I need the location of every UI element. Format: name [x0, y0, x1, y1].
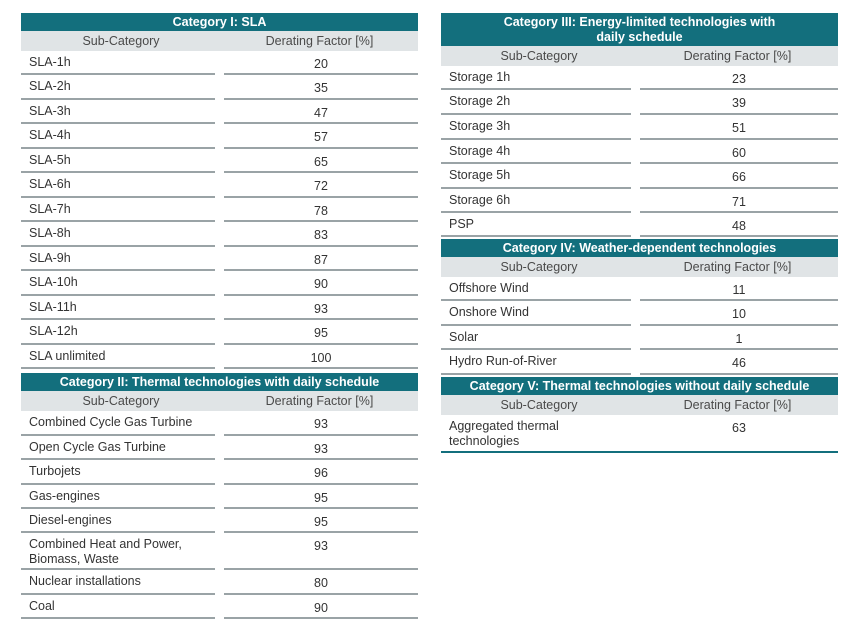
- derating-value-cell: 39: [732, 96, 746, 110]
- table-row: [21, 320, 418, 345]
- subcategory-cell: SLA-11h: [29, 300, 77, 314]
- table-row: [21, 570, 418, 595]
- derating-value-cell: 83: [314, 228, 328, 242]
- table-row: [441, 213, 838, 237]
- table-row: [441, 277, 838, 301]
- table-header-row: [21, 31, 418, 51]
- derating-value-cell: 71: [732, 195, 746, 209]
- table-title: Category II: Thermal technologies with daily schedule: [21, 373, 418, 391]
- derating-value-cell: 60: [732, 146, 746, 160]
- subcategory-cell: Diesel-engines: [29, 513, 112, 527]
- derating-value-cell: 95: [314, 326, 328, 340]
- row-divider: [224, 367, 418, 369]
- derating-value-cell: 95: [314, 491, 328, 505]
- derating-value-cell: 72: [314, 179, 328, 193]
- row-divider: [640, 373, 838, 375]
- subcategory-cell: Open Cycle Gas Turbine: [29, 440, 166, 454]
- table-row: [441, 326, 838, 350]
- subcategory-cell: Storage 6h: [449, 193, 511, 207]
- subcategory-cell: SLA-10h: [29, 275, 78, 289]
- subcategory-cell: SLA-9h: [29, 251, 71, 265]
- derating-value-cell: 93: [314, 302, 328, 316]
- row-divider: [441, 235, 631, 237]
- table-header-row: [441, 395, 838, 415]
- table-row: [21, 247, 418, 271]
- subcategory-cell: Coal: [29, 599, 55, 613]
- derating-value-cell: 51: [732, 121, 746, 135]
- table-row: [441, 301, 838, 326]
- table-body: [441, 66, 838, 237]
- subcategory-cell: Onshore Wind: [449, 305, 529, 319]
- subcategory-cell: Solar: [449, 330, 479, 344]
- subcategory-cell: Hydro Run-of-River: [449, 354, 557, 368]
- table-row: [21, 595, 418, 619]
- derating-value-cell: 35: [314, 81, 328, 95]
- subcategory-cell: Storage 1h: [449, 70, 511, 84]
- derating-value-cell: 90: [314, 277, 328, 291]
- subcategory-cell: Storage 2h: [449, 94, 511, 108]
- column-header-derating: Derating Factor [%]: [683, 49, 792, 63]
- table-row: [21, 436, 418, 460]
- derating-value-cell: 90: [314, 601, 328, 615]
- table-title: Category I: SLA: [21, 13, 418, 31]
- derating-value-cell: 63: [732, 421, 746, 435]
- subcategory-cell: Storage 4h: [449, 144, 511, 158]
- table-row: [441, 350, 838, 375]
- derating-value-cell: 46: [732, 356, 746, 370]
- table-row: [21, 75, 418, 100]
- derating-value-cell: 80: [314, 576, 328, 590]
- table-title: Category IV: Weather-dependent technologies: [441, 239, 838, 257]
- column-header-derating: Derating Factor [%]: [683, 398, 792, 412]
- row-divider: [21, 617, 215, 619]
- subcategory-cell: SLA-8h: [29, 226, 71, 240]
- derating-value-cell: 78: [314, 204, 328, 218]
- column-header-subcategory: Sub-Category: [82, 34, 160, 48]
- derating-value-cell: 93: [314, 539, 328, 553]
- column-header-subcategory: Sub-Category: [82, 394, 160, 408]
- table-header-row: [21, 391, 418, 411]
- column-header-subcategory: Sub-Category: [500, 49, 578, 63]
- table-row: [441, 189, 838, 213]
- table-row: [441, 90, 838, 115]
- derating-value-cell: 23: [732, 72, 746, 86]
- subcategory-cell: Aggregated thermal technologies: [449, 419, 559, 448]
- subcategory-cell: Storage 3h: [449, 119, 511, 133]
- subcategory-cell: SLA-5h: [29, 153, 71, 167]
- derating-value-cell: 65: [314, 155, 328, 169]
- table-row: [21, 533, 418, 570]
- table-category-4: [441, 239, 838, 375]
- derating-value-cell: 20: [314, 57, 328, 71]
- table-bottom-rule: [441, 451, 838, 453]
- derating-value-cell: 96: [314, 466, 328, 480]
- derating-value-cell: 47: [314, 106, 328, 120]
- subcategory-cell: SLA-7h: [29, 202, 71, 216]
- table-row: [441, 66, 838, 90]
- table-category-3: [441, 13, 838, 237]
- column-header-derating: Derating Factor [%]: [683, 260, 792, 274]
- row-divider: [640, 235, 838, 237]
- table-title: Category III: Energy-limited technologies with daily schedule: [441, 13, 838, 46]
- table-body: [441, 277, 838, 375]
- subcategory-cell: Combined Cycle Gas Turbine: [29, 415, 193, 429]
- derating-value-cell: 11: [732, 283, 746, 297]
- column-header-subcategory: Sub-Category: [500, 398, 578, 412]
- derating-value-cell: 95: [314, 515, 328, 529]
- subcategory-cell: SLA-3h: [29, 104, 71, 118]
- table-row: [441, 415, 838, 453]
- derating-value-cell: 57: [314, 130, 328, 144]
- table-row: [21, 509, 418, 533]
- subcategory-cell: SLA-6h: [29, 177, 71, 191]
- table-row: [21, 485, 418, 509]
- derating-value-cell: 10: [732, 307, 746, 321]
- table-row: [21, 271, 418, 296]
- subcategory-cell: Gas-engines: [29, 489, 100, 503]
- subcategory-cell: Nuclear installations: [29, 574, 141, 588]
- table-row: [441, 164, 838, 189]
- table-row: [441, 115, 838, 140]
- table-body: [441, 415, 838, 453]
- table-row: [21, 460, 418, 485]
- derating-value-cell: 100: [310, 351, 332, 365]
- table-row: [21, 173, 418, 198]
- row-divider: [224, 617, 418, 619]
- subcategory-cell: SLA unlimited: [29, 349, 106, 363]
- subcategory-cell: PSP: [449, 217, 475, 231]
- derating-value-cell: 93: [314, 442, 328, 456]
- derating-value-cell: 87: [314, 253, 328, 267]
- subcategory-cell: Turbojets: [29, 464, 81, 478]
- table-row: [441, 140, 838, 164]
- table-header-row: [441, 257, 838, 277]
- row-divider: [21, 367, 215, 369]
- table-header-row: [441, 46, 838, 66]
- subcategory-cell: SLA-1h: [29, 55, 71, 69]
- subcategory-cell: SLA-12h: [29, 324, 78, 338]
- table-row: [21, 222, 418, 247]
- table-category-5: [441, 377, 838, 453]
- table-row: [21, 296, 418, 320]
- table-row: [21, 149, 418, 173]
- table-row: [21, 345, 418, 369]
- table-row: [21, 100, 418, 124]
- derating-value-cell: 1: [735, 332, 743, 346]
- table-row: [21, 51, 418, 75]
- table-body: [21, 51, 418, 369]
- table-title: Category V: Thermal technologies without daily schedule: [441, 377, 838, 395]
- subcategory-cell: SLA-4h: [29, 128, 71, 142]
- subcategory-cell: SLA-2h: [29, 79, 71, 93]
- column-header-derating: Derating Factor [%]: [265, 34, 374, 48]
- derating-value-cell: 66: [732, 170, 746, 184]
- derating-value-cell: 48: [732, 219, 746, 233]
- column-header-subcategory: Sub-Category: [500, 260, 578, 274]
- table-category-2: [21, 373, 418, 619]
- subcategory-cell: Offshore Wind: [449, 281, 529, 295]
- derating-value-cell: 93: [314, 417, 328, 431]
- subcategory-cell: Storage 5h: [449, 168, 511, 182]
- subcategory-cell: Combined Heat and Power, Biomass, Waste: [29, 537, 182, 566]
- column-header-derating: Derating Factor [%]: [265, 394, 374, 408]
- table-row: [21, 198, 418, 222]
- table-body: [21, 411, 418, 619]
- row-divider: [441, 373, 631, 375]
- table-row: [21, 411, 418, 436]
- table-row: [21, 124, 418, 149]
- table-category-1: [21, 13, 418, 369]
